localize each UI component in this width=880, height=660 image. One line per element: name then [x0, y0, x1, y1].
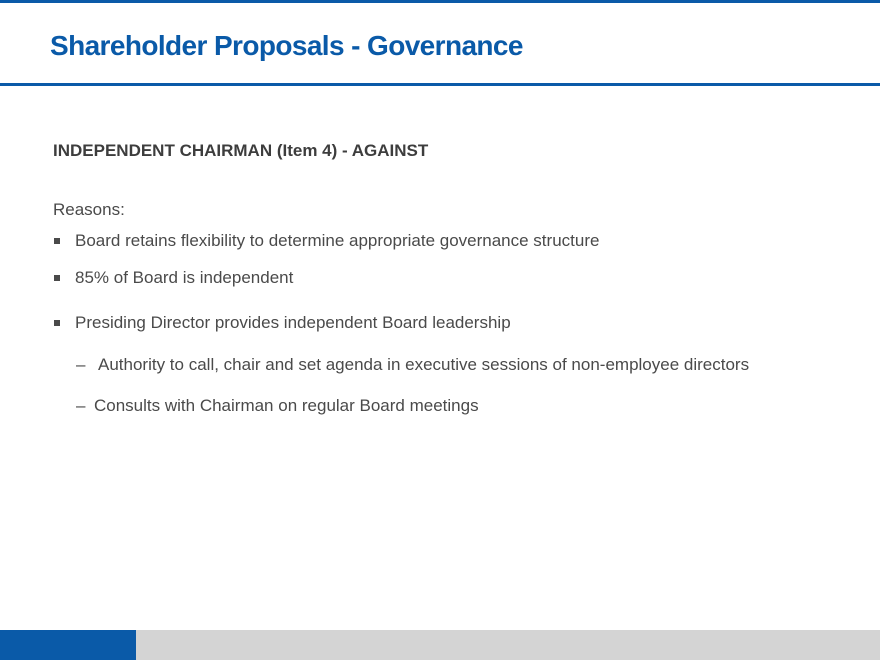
bullet-text: 85% of Board is independent: [75, 268, 294, 287]
slide-title: Shareholder Proposals - Governance: [50, 30, 523, 61]
sub-bullet-text: Consults with Chairman on regular Board meetings: [94, 396, 479, 415]
title-underline: [0, 83, 880, 86]
sub-bullet-text: Authority to call, chair and set agenda in executive sessions of non-employee directors: [98, 355, 750, 374]
top-rule: [0, 0, 880, 3]
reasons-label: Reasons:: [53, 200, 125, 219]
dash-bullet-icon: –: [76, 355, 86, 374]
bullet-text: Board retains flexibility to determine appropriate governance structure: [75, 231, 600, 250]
dash-bullet-icon: –: [76, 396, 86, 415]
square-bullet-icon: [54, 238, 60, 244]
square-bullet-icon: [54, 275, 60, 281]
footer-bar: [136, 630, 880, 660]
square-bullet-icon: [54, 320, 60, 326]
bullet-text: Presiding Director provides independent Board leadership: [75, 313, 511, 332]
proposal-heading: INDEPENDENT CHAIRMAN (Item 4) - AGAINST: [53, 141, 429, 160]
footer-accent-bar: [0, 630, 136, 660]
